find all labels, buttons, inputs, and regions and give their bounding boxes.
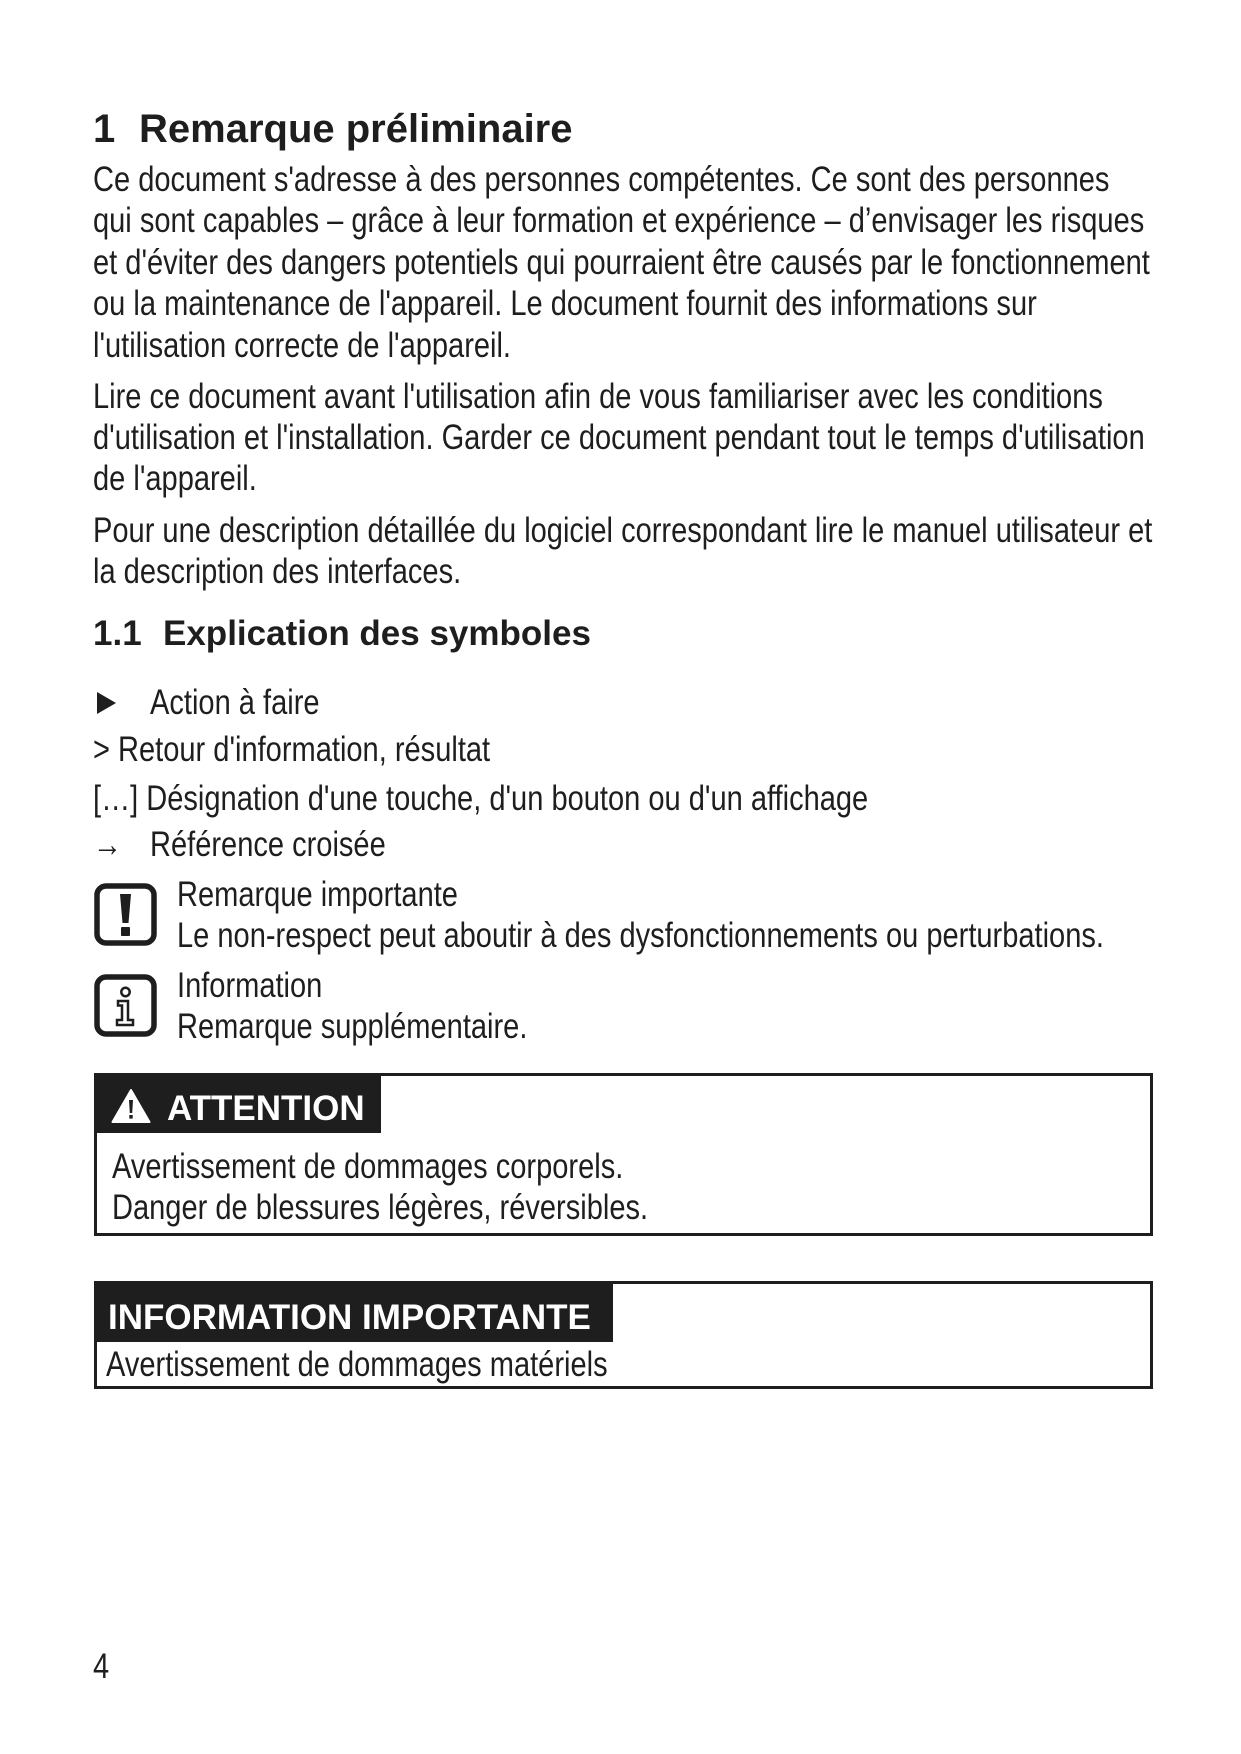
page-number: 4 (93, 1647, 110, 1686)
paragraph-line: d'utilisation et l'installation. Garder ce document pendant tout le temps d'utilisation (93, 417, 1145, 457)
symbol-result-text: > Retour d'information, résultat (93, 730, 491, 769)
information-icon (94, 974, 157, 1037)
paragraph-line: l'utilisation correcte de l'appareil. (93, 325, 512, 365)
paragraph-line: Lire ce document avant l'utilisation afin de vous familiariser avec les conditions (93, 376, 1103, 416)
important-information-label (94, 1281, 613, 1342)
paragraph-line: qui sont capables – grâce à leur formation et expérience – d’envisager les risques (93, 201, 1145, 241)
symbol-action-text: Action à faire (150, 683, 320, 722)
attention-label-text: ATTENTION (167, 1089, 365, 1128)
paragraph-line: de l'appareil. (93, 459, 257, 499)
paragraph-line: Ce document s'adresse à des personnes compétentes. Ce sont des personnes (93, 160, 1110, 199)
warning-triangle-icon (111, 1088, 151, 1124)
action-triangle-icon (97, 692, 117, 714)
symbol-important-text: Le non-respect peut aboutir à des dysfonctionnements ou perturbations. (177, 916, 1104, 955)
paragraph-line: Pour une description détaillée du logiciel correspondant lire le manuel utilisateur et (93, 511, 1153, 550)
paragraph-intro (93, 159, 1150, 366)
subsection-title: Explication des symboles (163, 614, 591, 653)
symbol-cross-reference-text: Référence croisée (150, 825, 386, 864)
paragraph-reading (93, 376, 1145, 500)
attention-line: Avertissement de dommages corporels. (112, 1147, 624, 1186)
paragraph-software (93, 510, 1152, 593)
important-information-label-text: INFORMATION IMPORTANTE (108, 1297, 591, 1337)
attention-line: Danger de blessures légères, réversibles. (112, 1187, 649, 1227)
important-information-text: Avertissement de dommages matériels (105, 1345, 608, 1384)
attention-label (94, 1073, 381, 1133)
subsection-number: 1.1 (93, 614, 142, 653)
symbol-information-title: Information (177, 966, 323, 1005)
paragraph-line: la description des interfaces. (93, 552, 462, 592)
attention-box (94, 1073, 1153, 1236)
cross-reference-arrow: → (93, 825, 123, 864)
important-notice-icon (94, 883, 157, 946)
paragraph-line: ou la maintenance de l'appareil. Le document fournit des informations sur (93, 284, 1037, 324)
important-information-box (94, 1281, 1153, 1389)
symbol-important-title: Remarque importante (177, 875, 458, 914)
paragraph-line: et d'éviter des dangers potentiels qui pourraient être causés par le fonctionnement (93, 242, 1150, 282)
symbol-information-text: Remarque supplémentaire. (177, 1007, 528, 1046)
section-number: 1 (93, 107, 116, 151)
section-title: Remarque préliminaire (139, 107, 573, 151)
symbol-designation-text: […] Désignation d'une touche, d'un bouton ou d'un affichage (93, 779, 869, 818)
